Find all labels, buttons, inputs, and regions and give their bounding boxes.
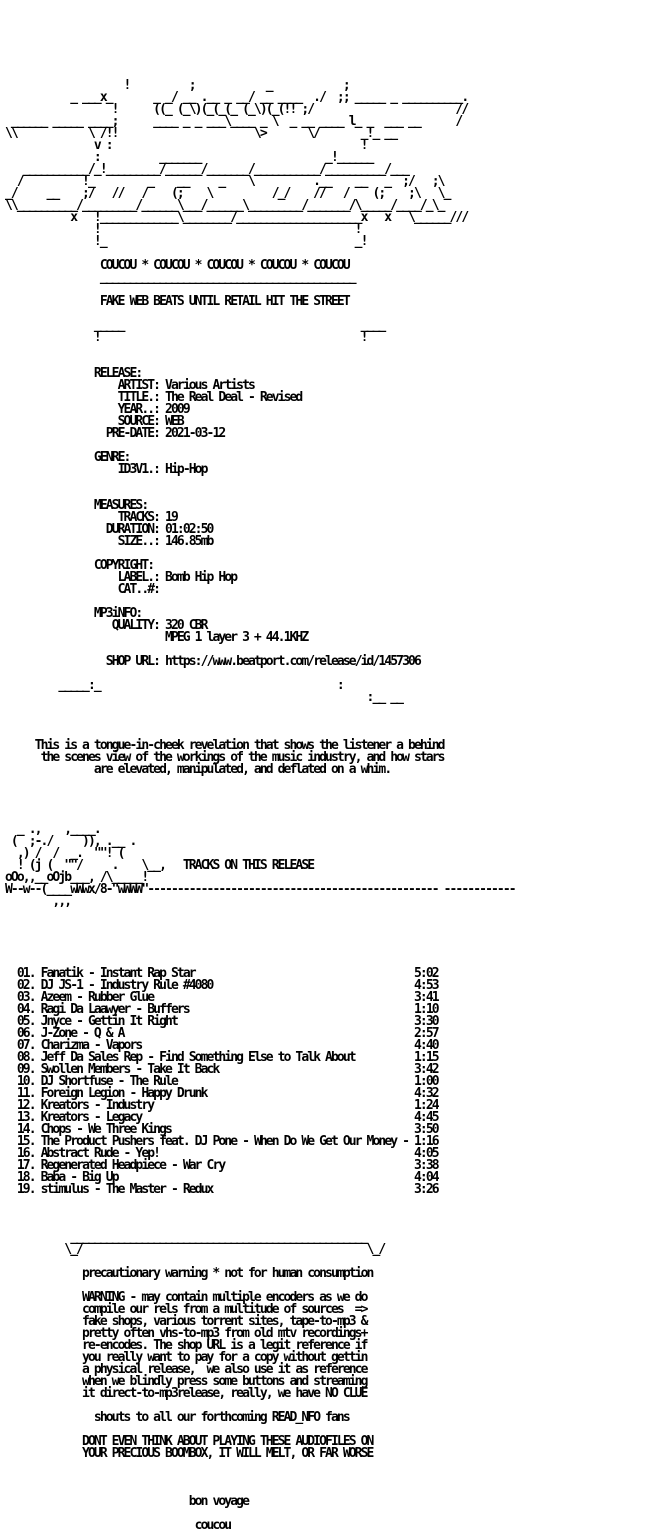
track-number: 14.	[16, 1122, 35, 1137]
logo-line: !_ _!	[5, 234, 367, 249]
warning-line: pretty often vhs-to-mp3 from old mtv recordings+	[82, 1326, 367, 1341]
track-number: 16.	[16, 1146, 35, 1161]
spacer	[5, 788, 648, 800]
logo-line: \\ \ /!! \> \/ _!_ __	[5, 126, 397, 141]
tracks-art-line: ( ;-./ )), .__ .	[5, 834, 136, 849]
track-number: 15.	[16, 1134, 35, 1149]
track-title: Foreign Legion - Happy Drunk	[40, 1086, 207, 1101]
track-title: Regenerated Headpiece - War Cry	[40, 1158, 225, 1173]
spacer	[5, 1196, 648, 1208]
warning-title: precautionary warning * not for human consumption	[82, 1266, 373, 1281]
track-time: 3:50	[413, 1122, 438, 1137]
track-title: Fanatik - Instant Rap Star	[40, 966, 195, 981]
header-tagline: COUCOU * COUCOU * COUCOU * COUCOU * COUCOU	[99, 258, 349, 273]
spacer	[5, 944, 648, 956]
track-time: 3:30	[413, 1014, 438, 1029]
warning-line: you really want to pay for a copy without gettin	[82, 1350, 367, 1365]
nfo-document	[5, 80, 648, 1532]
track-number: 12.	[16, 1098, 35, 1113]
track-title: Swollen Members - Take It Back	[40, 1062, 219, 1077]
measures-size: SIZE..: 146.85mb	[117, 534, 213, 549]
logo-line: / !_ _ __ _ \ .__ __ _ ;/ ;\	[5, 174, 444, 189]
track-time: 3:26	[413, 1182, 438, 1197]
description-line: This is a tongue-in-cheek revelation that shows the listener a behind	[34, 738, 444, 753]
warning-line: WARNING - may contain multiple encoders as we do	[82, 1290, 367, 1305]
track-title: Jeff Da Sales Rep - Find Something Else to Talk About	[40, 1050, 355, 1065]
release-title: TITLE.: The Real Deal - Revised	[117, 390, 302, 405]
logo-line: ______ _____ ____; ____ _ _ ___\____ _ \ _ __ ____ l_ _ ___ __ /	[5, 114, 462, 129]
genre-heading: GENRE:	[93, 450, 130, 465]
spacer	[5, 704, 648, 716]
track-number: 06.	[16, 1026, 35, 1041]
spacer	[5, 920, 648, 932]
tracks-heading-line: ! (j ( ""/ . \__, TRACKS ON THIS RELEASE	[5, 858, 314, 873]
track-title: Kreators - Industry	[40, 1098, 154, 1113]
track-time: 1:16	[413, 1134, 438, 1149]
track-number: 03.	[16, 990, 35, 1005]
logo-line: ! !	[5, 222, 361, 237]
farewell: bon voyage	[188, 1494, 249, 1509]
track-number: 17.	[16, 1158, 35, 1173]
track-time: 1:10	[413, 1002, 438, 1017]
track-number: 04.	[16, 1002, 35, 1017]
track-title: Baba - Big Up	[40, 1170, 118, 1185]
shop-url: SHOP URL: https://www.beatport.com/release/id/1457306	[105, 654, 420, 669]
description-line: the scenes view of the workings of the music industry, and how stars	[40, 750, 444, 765]
logo-line: _/ __ ;/ // / (; \ /_/ // / (; ;\ \_	[5, 186, 450, 201]
genre-id3: ID3V1.: Hip-Hop	[117, 462, 207, 477]
track-title: J-Zone - Q & A	[40, 1026, 124, 1041]
track-number: 05.	[16, 1014, 35, 1029]
copyright-label: LABEL.: Bomb Hip Hop	[117, 570, 237, 585]
track-time: 5:02	[413, 966, 438, 981]
track-title: stimulus - The Master - Redux	[40, 1182, 213, 1197]
track-time: 1:24	[413, 1098, 438, 1113]
logo-line: v : !	[5, 138, 367, 153]
track-number: 18.	[16, 1170, 35, 1185]
track-title: The Product Pushers feat. DJ Pone - When Do We Get Our Money -	[40, 1134, 409, 1149]
logo-line: x !_____________\________/_____________________x x \______///	[5, 210, 468, 225]
logo-line: ___________/_!_________/______/_______/___________/__________/___	[5, 162, 409, 177]
warning-line: a physical release, we also use it as reference	[82, 1362, 367, 1377]
track-time: 4:05	[413, 1146, 438, 1161]
track-number: 11.	[16, 1086, 35, 1101]
mp3info-format: MPEG 1 layer 3 + 44.1KHZ	[165, 630, 308, 645]
tracks-art-line: _ ., ,____.	[5, 822, 100, 837]
track-time: 4:32	[413, 1086, 438, 1101]
release-heading: RELEASE:	[93, 366, 142, 381]
tracks-rule-line: W--w--(____wWwx/8-"wWWW"------------------------------------------------- ------------	[5, 882, 515, 897]
track-time: 4:53	[413, 978, 438, 993]
spacer	[5, 1208, 648, 1220]
track-time: 3:42	[413, 1062, 438, 1077]
track-number: 09.	[16, 1062, 35, 1077]
track-time: 4:45	[413, 1110, 438, 1125]
warning-line: fake shops, various torrent sites, tape-to-mp3 &	[82, 1314, 367, 1329]
warning-line: it direct-to-mp3release, really, we have NO CLUE	[82, 1386, 367, 1401]
measures-tracks: TRACKS: 19	[117, 510, 177, 525]
release-year: YEAR..: 2009	[117, 402, 189, 417]
spacer	[5, 776, 648, 788]
warning-line: when we blindly press some buttons and streaming	[82, 1374, 367, 1389]
spacer	[5, 800, 648, 812]
spacer	[5, 812, 648, 824]
track-title: Charizma - Vapors	[40, 1038, 142, 1053]
track-row	[5, 1184, 648, 1196]
mp3info-heading: MP3iNFO:	[93, 606, 142, 621]
tracklist	[5, 968, 648, 1196]
track-time: 3:41	[413, 990, 438, 1005]
track-number: 10.	[16, 1074, 35, 1089]
bracket-sides: ! !	[5, 330, 367, 345]
track-title: Chops - We Three Kings	[40, 1122, 171, 1137]
warning-rule: __________________________________________________	[70, 1230, 367, 1245]
track-title: DJ Shortfuse - The Rule	[40, 1074, 177, 1089]
spacer	[5, 932, 648, 944]
track-title: Azeem - Rubber Glue	[40, 990, 154, 1005]
tracks-art-line: ,) / / _. ""! (	[5, 846, 124, 861]
logo-line: _ ___x_ _ _/ __ .__ _ __/ __ ____ ./ ;; _____ _ __________.	[5, 90, 468, 105]
logo-line: : _______ _!______	[5, 150, 373, 165]
track-title: DJ JS-1 - Industry Rule #4080	[40, 978, 213, 993]
track-number: 08.	[16, 1050, 35, 1065]
tracks-art-line: oOo,,__oOjb___, /\_____!	[5, 870, 148, 885]
track-number: 13.	[16, 1110, 35, 1125]
track-title: Jnyce - Gettin It Right	[40, 1014, 177, 1029]
spacer	[5, 1472, 648, 1484]
dont-line: YOUR PRECIOUS BOOMBOX, IT WILL MELT, OR FAR WORSE	[82, 1446, 373, 1461]
warning-bracket: \_/ \_/	[64, 1242, 385, 1257]
track-time: 2:57	[413, 1026, 438, 1041]
track-title: Abstract Rude - Yep!	[40, 1146, 160, 1161]
track-number: 07.	[16, 1038, 35, 1053]
track-time: 4:40	[413, 1038, 438, 1053]
warning-line: re-encodes. The shop URL is a legit reference if	[82, 1338, 367, 1353]
dont-line: DONT EVEN THINK ABOUT PLAYING THESE AUDIOFILES ON	[82, 1434, 373, 1449]
measures-duration: DURATION: 01:02:50	[105, 522, 213, 537]
mp3info-quality: QUALITY: 320 CBR	[111, 618, 207, 633]
spacer	[5, 476, 648, 488]
release-predate: PRE-DATE: 2021-03-12	[105, 426, 225, 441]
spacer	[5, 908, 648, 920]
track-number: 01.	[16, 966, 35, 981]
logo-line: ! ; _ ;	[5, 78, 349, 93]
description-line: are elevated, manipulated, and deflated on a whim.	[93, 762, 391, 777]
copyright-heading: COPYRIGHT:	[93, 558, 154, 573]
track-time: 3:38	[413, 1158, 438, 1173]
header-rule: ___________________________________________	[99, 270, 355, 285]
shouts: shouts to all our forthcoming READ_NFO fans	[93, 1410, 349, 1425]
warning-line: compile our rels from a multitude of sources =>	[82, 1302, 367, 1317]
track-title: Ragi Da Laawyer - Buffers	[40, 1002, 189, 1017]
track-number: 19.	[16, 1182, 35, 1197]
track-title: Kreators - Legacy	[40, 1110, 142, 1125]
header-subtitle: FAKE WEB BEATS UNTIL RETAIL HIT THE STREET	[99, 294, 349, 309]
spacer	[5, 344, 648, 356]
copyright-cat: CAT..#:	[117, 582, 160, 597]
spacer	[5, 716, 648, 728]
release-artist: ARTIST: Various Artists	[117, 378, 254, 393]
signature: coucou	[194, 1518, 231, 1533]
track-number: 02.	[16, 978, 35, 993]
track-time: 1:00	[413, 1074, 438, 1089]
measures-heading: MEASURES:	[93, 498, 148, 513]
bracket-bottom: _____:_ :	[58, 678, 343, 693]
bracket-bottom-right: :__ __	[366, 690, 403, 705]
spacer	[5, 1460, 648, 1472]
tracks-art-tail: ,,,	[52, 894, 71, 909]
release-source: SOURCE: WEB	[117, 414, 183, 429]
logo-line: ! ((_ (_\)(_(_(_ (_\)(_(!! ;/ //	[5, 102, 468, 117]
track-time: 1:15	[413, 1050, 438, 1065]
bracket-top: _____ ____	[93, 318, 385, 333]
track-time: 4:04	[413, 1170, 438, 1185]
logo-line: \\__________/_________/______\___/______\_________/_______/\_____/____/_\_	[5, 198, 444, 213]
